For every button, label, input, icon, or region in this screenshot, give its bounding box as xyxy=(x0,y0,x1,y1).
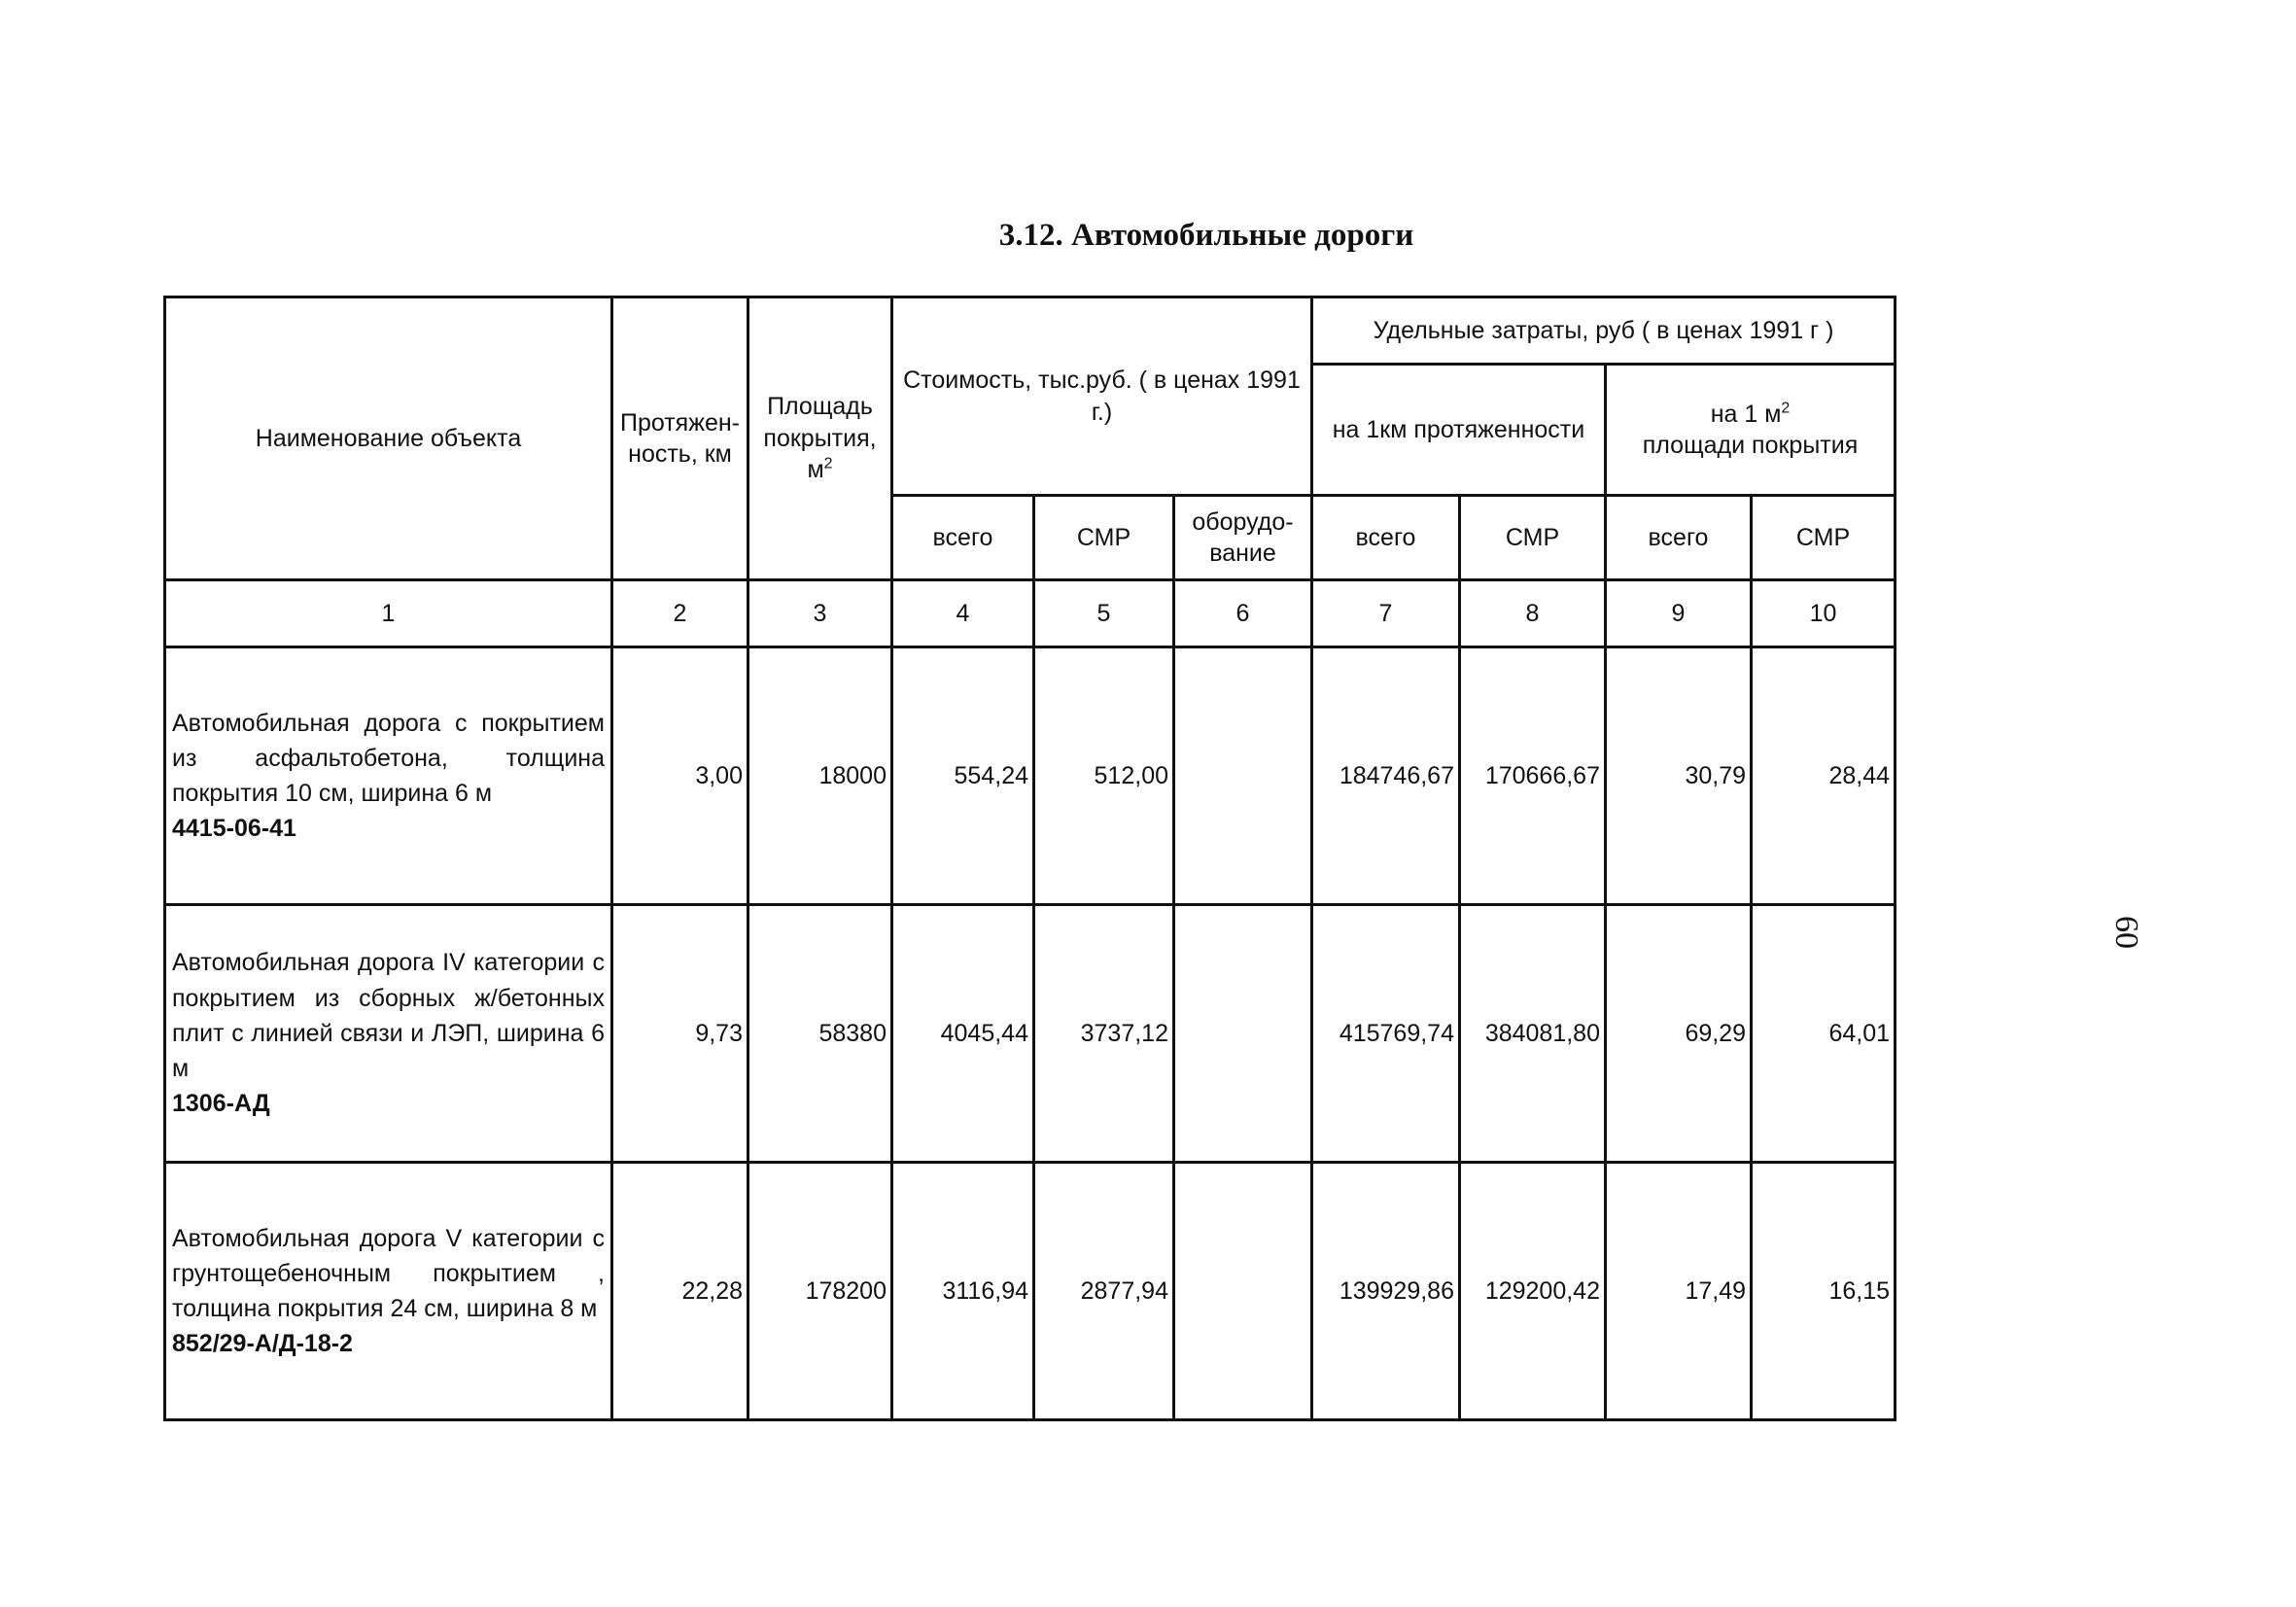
km-smr-cell: 384081,80 xyxy=(1460,905,1606,1163)
column-number: 7 xyxy=(1312,580,1460,647)
object-description: Автомобильная дорога с покрытием из асфальтобетона, толщина покрытия 10 см, ширина 6 м xyxy=(172,709,605,807)
area-cell: 18000 xyxy=(748,647,892,905)
object-name-cell xyxy=(165,905,612,1163)
object-description: Автомобильная дорога V категории с грунтощебеночным покрытием , толщина покрытия 24 см, ширина 8 м xyxy=(172,1224,605,1322)
m2-smr-cell: 64,01 xyxy=(1752,905,1896,1163)
header-km-smr: СМР xyxy=(1460,496,1606,580)
km-total-cell: 415769,74 xyxy=(1312,905,1460,1163)
cost-equipment-cell xyxy=(1174,1163,1312,1420)
header-per-m2-suffix: площади покрытия xyxy=(1642,432,1859,459)
km-total-cell: 184746,67 xyxy=(1312,647,1460,905)
header-area-sup: 2 xyxy=(823,455,833,472)
column-number: 5 xyxy=(1034,580,1174,647)
table-row xyxy=(165,905,1896,1163)
header-name: Наименование объекта xyxy=(165,297,612,580)
column-number: 1 xyxy=(165,580,612,647)
length-cell: 22,28 xyxy=(612,1163,748,1420)
object-code: 1306-АД xyxy=(172,1090,270,1118)
km-smr-cell: 170666,67 xyxy=(1460,647,1606,905)
header-cost-total: всего xyxy=(892,496,1034,580)
cost-equipment-cell xyxy=(1174,905,1312,1163)
cost-smr-cell: 3737,12 xyxy=(1034,905,1174,1163)
header-m2-total: всего xyxy=(1606,496,1752,580)
column-number-row xyxy=(165,580,1896,647)
page-title: 3.12. Автомобильные дороги xyxy=(998,218,1414,253)
object-code: 852/29-А/Д-18-2 xyxy=(172,1330,353,1358)
header-length: Протяжен- ность, км xyxy=(612,297,748,580)
road-cost-table xyxy=(163,296,1896,1421)
cost-total-cell: 4045,44 xyxy=(892,905,1034,1163)
cost-equipment-cell xyxy=(1174,647,1312,905)
header-per-m2-prefix: на 1 м xyxy=(1710,400,1782,428)
object-name-cell xyxy=(165,647,612,905)
cost-smr-cell: 512,00 xyxy=(1034,647,1174,905)
header-per-m2-group xyxy=(1606,365,1896,496)
m2-total-cell: 30,79 xyxy=(1606,647,1752,905)
cost-total-cell: 554,24 xyxy=(892,647,1034,905)
column-number: 8 xyxy=(1460,580,1606,647)
header-cost-group: Стоимость, тыс.руб. ( в ценах 1991 г.) xyxy=(892,297,1312,496)
column-number: 10 xyxy=(1752,580,1896,647)
table-header xyxy=(165,297,1896,580)
cost-smr-cell: 2877,94 xyxy=(1034,1163,1174,1420)
column-number: 4 xyxy=(892,580,1034,647)
length-cell: 3,00 xyxy=(612,647,748,905)
header-cost-equipment: оборудо- вание xyxy=(1174,496,1312,580)
table-row xyxy=(165,647,1896,905)
object-description: Автомобильная дорога IV категории с покрытием из сборных ж/бетонных плит с линией связи и ЛЭП, ширина 6 м xyxy=(172,949,605,1083)
header-area-label: Площадь покрытия, м xyxy=(763,393,877,484)
column-number: 2 xyxy=(612,580,748,647)
area-cell: 178200 xyxy=(748,1163,892,1420)
header-per-m2-sup: 2 xyxy=(1781,400,1791,417)
m2-smr-cell: 28,44 xyxy=(1752,647,1896,905)
object-code: 4415-06-41 xyxy=(172,815,296,843)
column-number: 9 xyxy=(1606,580,1752,647)
object-name-cell xyxy=(165,1163,612,1420)
page-number: 60 xyxy=(2108,916,2144,949)
table-body xyxy=(165,647,1896,1420)
km-smr-cell: 129200,42 xyxy=(1460,1163,1606,1420)
header-cost-smr: СМР xyxy=(1034,496,1174,580)
header-per-km-group: на 1км протяженности xyxy=(1312,365,1606,496)
header-km-total: всего xyxy=(1312,496,1460,580)
m2-smr-cell: 16,15 xyxy=(1752,1163,1896,1420)
column-number: 3 xyxy=(748,580,892,647)
header-area xyxy=(748,297,892,580)
column-number: 6 xyxy=(1174,580,1312,647)
area-cell: 58380 xyxy=(748,905,892,1163)
table-row xyxy=(165,1163,1896,1420)
m2-total-cell: 69,29 xyxy=(1606,905,1752,1163)
header-specific-group: Удельные затраты, руб ( в ценах 1991 г ) xyxy=(1312,297,1896,365)
cost-total-cell: 3116,94 xyxy=(892,1163,1034,1420)
length-cell: 9,73 xyxy=(612,905,748,1163)
header-m2-smr: СМР xyxy=(1752,496,1896,580)
m2-total-cell: 17,49 xyxy=(1606,1163,1752,1420)
km-total-cell: 139929,86 xyxy=(1312,1163,1460,1420)
